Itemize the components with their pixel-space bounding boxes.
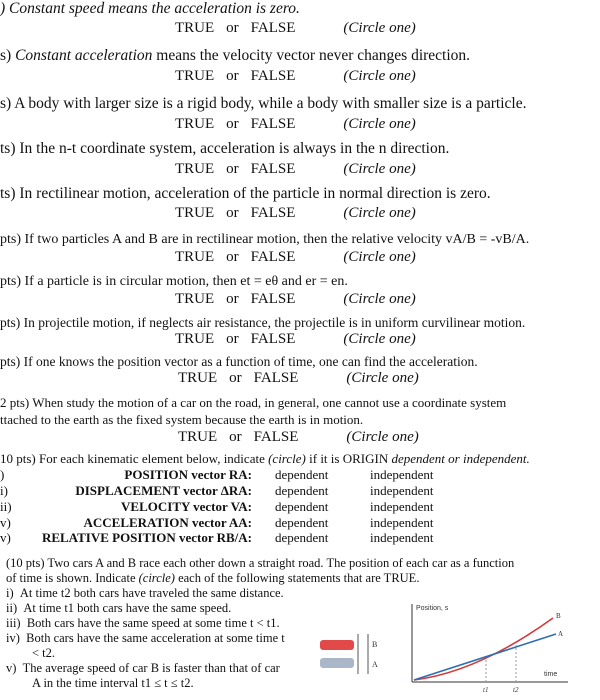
car-a-icon (320, 658, 354, 668)
dependent-option[interactable]: dependent (275, 499, 329, 514)
answer-row-4 (175, 160, 416, 178)
or-word: or (226, 205, 239, 221)
x-axis-label: time (544, 671, 558, 678)
statement-4-continued: < t2. (32, 646, 56, 660)
element-label: RELATIVE POSITION vector RB/A: (41, 530, 252, 545)
answer-row-9 (178, 369, 419, 387)
question-8: pts) In projectile motion, if neglects air resistance, the projectile is in uniform curvilinear motion. (0, 315, 526, 330)
car-b-label: B (372, 640, 378, 649)
statement-2[interactable]: ii) At time t1 both cars have the same speed. (6, 601, 232, 615)
or-word: or (226, 291, 239, 307)
element-label: ACCELERATION vector AA: (83, 515, 252, 530)
answer-row-10 (178, 428, 419, 446)
question-6: pts) If two particles A and B are in rectilinear motion, then the relative velocity vA/B = -vB/A. (0, 232, 530, 247)
kinematic-row (0, 515, 600, 531)
true-option[interactable]: TRUE (178, 429, 218, 445)
circle-one-hint: (Circle one) (343, 20, 416, 36)
answer-row-6 (175, 248, 416, 266)
curve-a (414, 634, 556, 680)
circle-one-hint: (Circle one) (343, 161, 416, 177)
circle-one-hint: (Circle one) (343, 68, 416, 84)
or-word: or (229, 429, 242, 445)
kinematic-row (0, 467, 600, 483)
curve-b (414, 618, 553, 680)
answer-row-5 (175, 204, 416, 222)
question-10: 2 pts) When study the motion of a car on the road, in general, one cannot use a coordinate system (0, 395, 507, 410)
answer-row-2 (175, 67, 416, 85)
statement-4[interactable]: iv) Both cars have the same acceleration at some time t (6, 631, 285, 645)
false-option[interactable]: FALSE (250, 291, 296, 307)
false-option[interactable]: FALSE (250, 116, 296, 132)
kinematic-row (0, 483, 600, 499)
true-option[interactable]: TRUE (175, 20, 215, 36)
circle-one-hint: (Circle one) (343, 249, 416, 265)
question-10-continued: ttached to the earth as the fixed system because the earth is in motion. (0, 412, 364, 427)
dependent-option[interactable]: dependent (275, 515, 329, 530)
dependent-option[interactable]: dependent (275, 467, 329, 482)
t2-label: t2 (513, 686, 519, 694)
question-7: pts) If a particle is in circular motion, then et = eθ and er = en. (0, 274, 348, 289)
true-option[interactable]: TRUE (175, 249, 215, 265)
element-label: VELOCITY vector VA: (121, 499, 252, 514)
false-option[interactable]: FALSE (253, 429, 299, 445)
true-option[interactable]: TRUE (175, 205, 215, 221)
false-option[interactable]: FALSE (250, 205, 296, 221)
curve-a-label: A (558, 630, 564, 638)
true-option[interactable]: TRUE (175, 331, 215, 347)
statement-5-continued: A in the time interval t1 ≤ t ≤ t2. (32, 676, 194, 690)
false-option[interactable]: FALSE (250, 249, 296, 265)
cars-intro-line-1: (10 pts) Two cars A and B race each other down a straight road. The position of each car as a function (6, 556, 515, 570)
true-option[interactable]: TRUE (175, 161, 215, 177)
position-time-graph (398, 600, 573, 695)
y-axis-label: Position, s (416, 605, 449, 612)
circle-one-hint: (Circle one) (343, 291, 416, 307)
or-word: or (226, 20, 239, 36)
element-label: POSITION vector RA: (124, 467, 252, 482)
true-option[interactable]: TRUE (175, 68, 215, 84)
circle-one-hint: (Circle one) (346, 370, 419, 386)
curve-b-label: B (556, 612, 561, 620)
answer-row-1 (175, 19, 416, 37)
false-option[interactable]: FALSE (253, 370, 299, 386)
row-index: v) (0, 530, 11, 545)
or-word: or (226, 161, 239, 177)
independent-option[interactable]: independent (370, 483, 434, 498)
independent-option[interactable]: independent (370, 467, 434, 482)
cars-intro-line-2: of time is shown. Indicate (circle) each of the following statements that are TRUE. (6, 571, 420, 585)
question-9: pts) If one knows the position vector as a function of time, one can find the acceleration. (0, 354, 478, 369)
t1-label: t1 (483, 686, 489, 694)
question-1: ) Constant speed means the acceleration is zero. (0, 0, 300, 17)
true-option[interactable]: TRUE (175, 116, 215, 132)
or-word: or (226, 116, 239, 132)
answer-row-7 (175, 290, 416, 308)
circle-one-hint: (Circle one) (346, 429, 419, 445)
circle-one-hint: (Circle one) (343, 116, 416, 132)
circle-one-hint: (Circle one) (343, 205, 416, 221)
kinematic-intro: 10 pts) For each kinematic element below, indicate (circle) if it is ORIGIN dependent or independent. (0, 451, 530, 466)
false-option[interactable]: FALSE (250, 161, 296, 177)
dependent-option[interactable]: dependent (275, 483, 329, 498)
or-word: or (226, 331, 239, 347)
statement-3[interactable]: iii) Both cars have the same speed at some time t < t1. (6, 616, 280, 630)
element-label: DISPLACEMENT vector ΔRA: (75, 483, 252, 498)
question-5: ts) In rectilinear motion, acceleration of the particle in normal direction is zero. (0, 185, 491, 202)
or-word: or (229, 370, 242, 386)
answer-row-3 (175, 115, 416, 133)
false-option[interactable]: FALSE (250, 68, 296, 84)
question-3: s) A body with larger size is a rigid body, while a body with smaller size is a particle. (0, 95, 527, 112)
statement-5[interactable]: v) The average speed of car B is faster than that of car (6, 661, 280, 675)
true-option[interactable]: TRUE (175, 291, 215, 307)
statement-1[interactable]: i) At time t2 both cars have traveled the same distance. (6, 586, 284, 600)
cars-illustration (318, 634, 390, 674)
independent-option[interactable]: independent (370, 515, 434, 530)
row-index: ) (0, 467, 5, 482)
answer-row-8 (175, 330, 416, 348)
car-a-label: A (372, 660, 378, 669)
row-index: i) (0, 483, 8, 498)
question-4: ts) In the n-t coordinate system, acceleration is always in the n direction. (0, 140, 450, 157)
or-word: or (226, 68, 239, 84)
circle-one-hint: (Circle one) (343, 331, 416, 347)
question-2: s) Constant acceleration means the velocity vector never changes direction. (0, 47, 471, 64)
false-option[interactable]: FALSE (250, 20, 296, 36)
row-index: v) (0, 515, 11, 530)
independent-option[interactable]: independent (370, 530, 434, 545)
kinematic-row (0, 530, 600, 546)
false-option[interactable]: FALSE (250, 331, 296, 347)
car-b-icon (320, 640, 354, 650)
independent-option[interactable]: independent (370, 499, 434, 514)
kinematic-row (0, 499, 600, 515)
row-index: ii) (0, 499, 12, 514)
dependent-option[interactable]: dependent (275, 530, 329, 545)
true-option[interactable]: TRUE (178, 370, 218, 386)
or-word: or (226, 249, 239, 265)
